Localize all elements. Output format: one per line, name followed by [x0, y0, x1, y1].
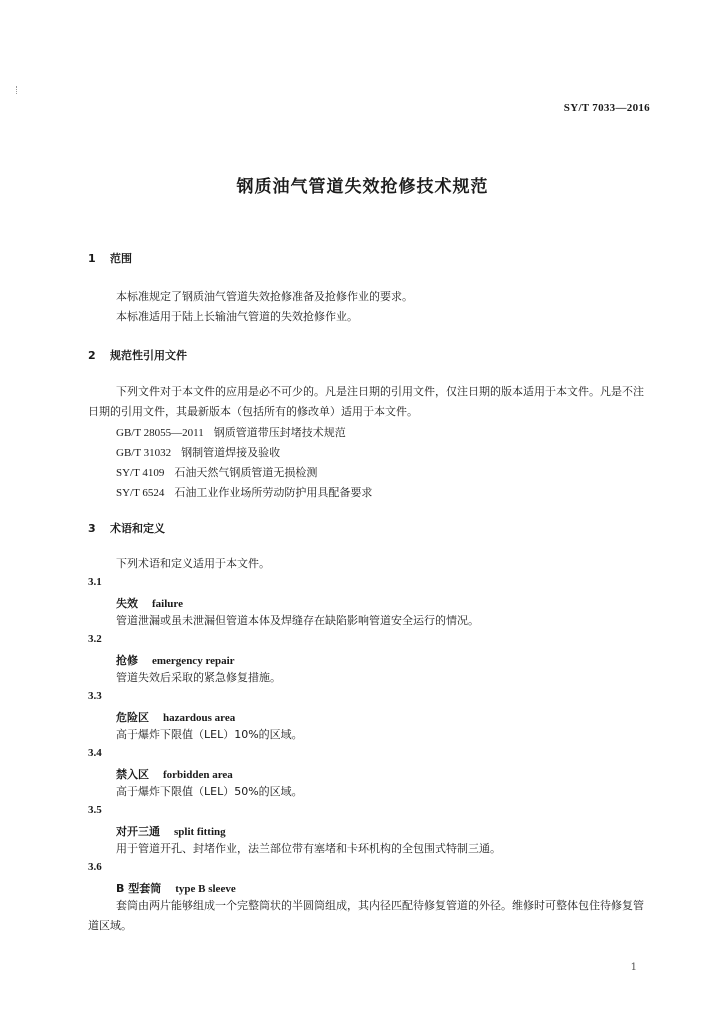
term-definition: 管道失效后采取的紧急修复措施。: [116, 671, 281, 684]
section-1-heading: [88, 250, 132, 266]
term-zh: 抢修: [116, 654, 138, 667]
term-zh: B 型套筒: [116, 882, 162, 895]
reference-code: GB/T 31032: [116, 447, 172, 459]
term-definition: 高于爆炸下限值（LEL）50%的区域。: [116, 785, 303, 798]
paragraph: 本标准适用于陆上长输油气管道的失效抢修作业。: [116, 310, 358, 323]
term-definition: 管道泄漏或虽未泄漏但管道本体及焊缝存在缺陷影响管道安全运行的情况。: [116, 614, 479, 627]
term-number: 3.1: [88, 576, 102, 588]
term-number: 3.5: [88, 804, 102, 816]
term-entry: [116, 766, 233, 782]
document-title: 钢质油气管道失效抢修技术规范: [236, 177, 489, 197]
section-title: 规范性引用文件: [110, 349, 187, 362]
section-number: 1: [88, 252, 96, 265]
reference-code: GB/T 28055—2011: [116, 427, 204, 439]
term-definition: 高于爆炸下限值（LEL）10%的区域。: [116, 728, 303, 741]
term-en: failure: [152, 598, 183, 610]
scan-edge-mark: [16, 86, 19, 94]
term-definition: 套筒由两片能够组成一个完整筒状的半圆筒组成，其内径匹配待修复管道的外径。维修时可整体包住待修复管道区域。: [88, 899, 644, 932]
reference-title: 石油工业作业场所劳动防护用具配备要求: [174, 486, 373, 499]
term-entry: [116, 880, 236, 896]
normative-reference: [116, 464, 317, 480]
term-number: 3.4: [88, 747, 102, 759]
reference-title: 石油天然气钢质管道无损检测: [174, 466, 318, 479]
term-number: 3.3: [88, 690, 102, 702]
normative-reference: [116, 444, 280, 460]
term-zh: 禁入区: [116, 768, 149, 781]
paragraph: 本标准规定了钢质油气管道失效抢修准备及抢修作业的要求。: [116, 290, 413, 303]
term-zh: 危险区: [116, 711, 149, 724]
term-en: type B sleeve: [175, 883, 236, 895]
term-number: 3.2: [88, 633, 102, 645]
normative-reference: [116, 424, 346, 440]
reference-title: 钢制管道焊接及验收: [181, 446, 281, 459]
section-number: 3: [88, 522, 96, 535]
term-zh: 对开三通: [116, 825, 160, 838]
term-en: emergency repair: [152, 655, 235, 667]
term-zh: 失效: [116, 597, 138, 610]
section-title: 范围: [110, 252, 132, 265]
paragraph: 下列文件对于本文件的应用是必不可少的。凡是注日期的引用文件，仅注日期的版本适用于本文件。凡是不注日期的引用文件，其最新版本（包括所有的修改单）适用于本文件。: [88, 385, 644, 418]
standard-code: SY/T 7033—2016: [563, 102, 650, 114]
term-entry: [116, 823, 226, 839]
normative-reference: [116, 484, 372, 500]
page-number: 1: [630, 962, 637, 973]
section-2-heading: [88, 347, 187, 363]
paragraph: 下列术语和定义适用于本文件。: [116, 557, 270, 570]
reference-code: SY/T 4109: [116, 467, 165, 479]
term-entry: [116, 652, 235, 668]
term-entry: [116, 709, 235, 725]
term-en: split fitting: [174, 826, 226, 838]
term-number: 3.6: [88, 861, 102, 873]
term-definition: 用于管道开孔、封堵作业，法兰部位带有塞堵和卡环机构的全包围式特制三通。: [116, 842, 501, 855]
term-entry: [116, 595, 183, 611]
reference-code: SY/T 6524: [116, 487, 165, 499]
section-title: 术语和定义: [110, 522, 165, 535]
section-number: 2: [88, 349, 96, 362]
reference-title: 钢质管道带压封堵技术规范: [213, 426, 346, 439]
term-en: forbidden area: [163, 769, 233, 781]
section-3-heading: [88, 520, 165, 536]
term-en: hazardous area: [163, 712, 236, 724]
